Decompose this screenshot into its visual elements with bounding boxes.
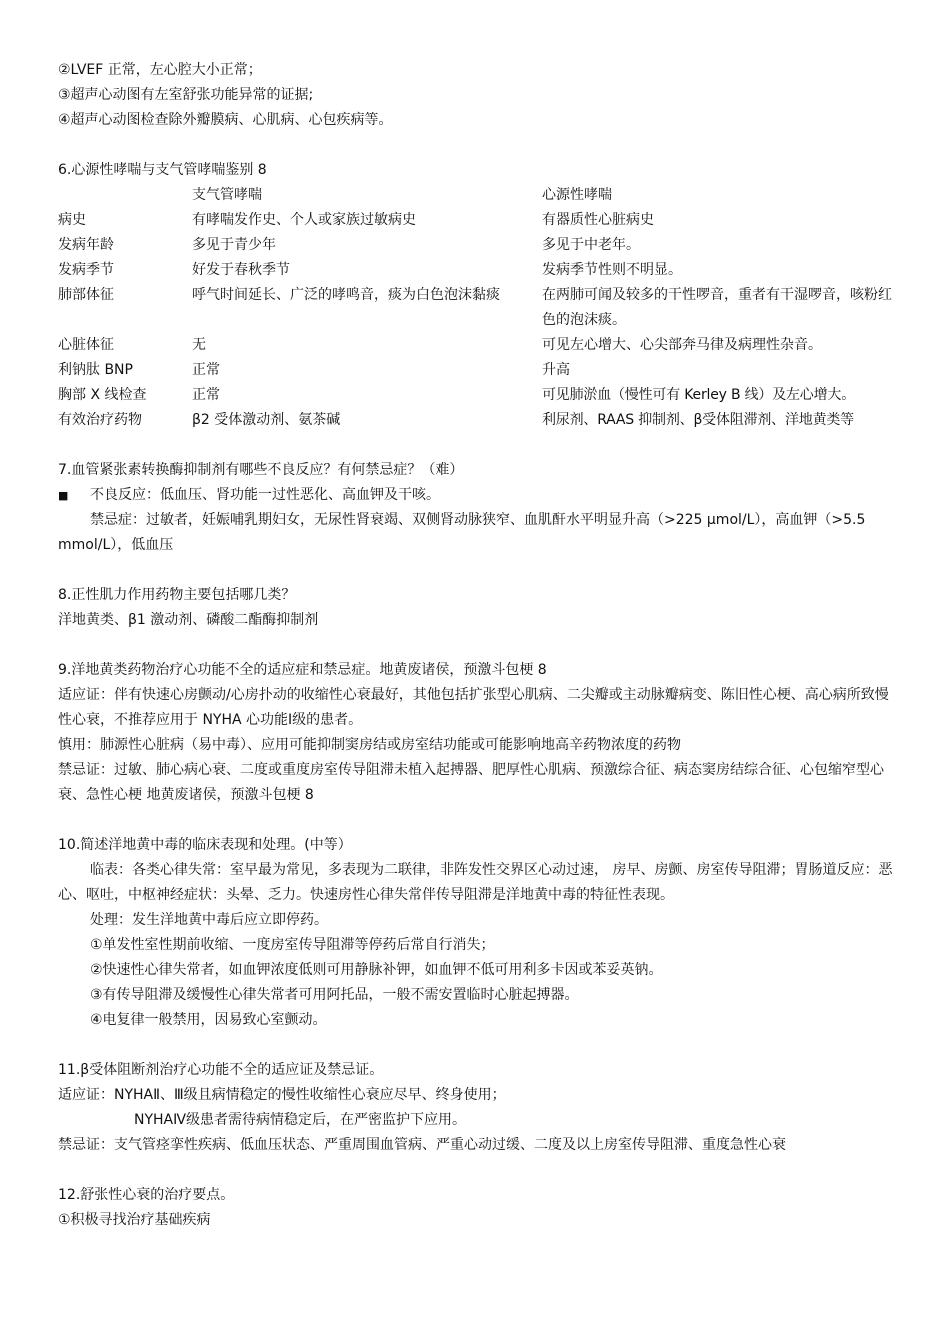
- table-row: [58, 258, 898, 283]
- row-asthma: β2 受体激动剂、氨茶碱: [192, 412, 341, 428]
- row-cardiac: 升高: [542, 362, 570, 378]
- table-header-blank: [58, 183, 192, 208]
- q7-contra: 禁忌症：过敏者，妊娠哺乳期妇女，无尿性肾衰竭、双侧肾动脉狭窄、血肌酐水平明显升高（>225 μmol/L），高血钾（>5.5 mmol/L），低血压: [58, 512, 866, 553]
- q7-adverse-text: 不良反应：低血压、肾功能一过性恶化、高血钾及干咳。: [90, 487, 440, 503]
- table-row: [58, 408, 898, 433]
- q6-title: 6.心源性哮喘与支气管哮喘鉴别 8: [58, 162, 267, 178]
- q9-title: 9.洋地黄类药物治疗心功能不全的适应症和禁忌症。地黄废诸侯，预激斗包梗 8: [58, 662, 547, 678]
- table-row: [58, 233, 898, 258]
- table-header-row: [58, 183, 898, 208]
- q9-indication: 适应证：伴有快速心房颤动/心房扑动的收缩性心衰最好，其他包括扩张型心肌病、二尖瓣或主动脉瓣病变、陈旧性心梗、高心病所致慢性心衰，不推荐应用于 NYHA 心功能Ⅰ级的患者。: [58, 687, 889, 728]
- row-cardiac: 可见肺淤血（慢性可有 Kerley B 线）及左心增大。: [542, 387, 855, 403]
- row-asthma: 好发于春秋季节: [192, 262, 290, 278]
- q9-contra: 禁忌证：过敏、肺心病心衰、二度或重度房室传导阻滞未植入起搏器、肥厚性心肌病、预激综合征、病态窦房结综合征、心包缩窄型心衰、急性心梗 地黄废诸侯，预激斗包梗 8: [58, 762, 884, 803]
- document-page: [58, 58, 898, 1233]
- q11-indication: 适应证：NYHAⅡ、Ⅲ级且病情稳定的慢性收缩性心衰应尽早、终身使用；: [58, 1087, 506, 1103]
- q11-contra: 禁忌证：支气管痉挛性疾病、低血压状态、严重周围血管病、严重心动过缓、二度及以上房室传导阻滞、重度急性心衰: [58, 1137, 786, 1153]
- row-label: 胸部 X 线检查: [58, 387, 147, 403]
- row-label: 发病季节: [58, 262, 114, 278]
- table-row: [58, 333, 898, 358]
- table-row: [58, 383, 898, 408]
- intro-line-1: ②LVEF 正常，左心腔大小正常；: [58, 62, 262, 78]
- row-cardiac: 发病季节性则不明显。: [542, 262, 682, 278]
- row-cardiac: 在两肺可闻及较多的干性啰音，重者有干湿啰音，咳粉红色的泡沫痰。: [542, 287, 892, 328]
- q7-title: 7.血管紧张素转换酶抑制剂有哪些不良反应？有何禁忌症？（难）: [58, 462, 464, 478]
- row-label: 有效治疗药物: [58, 412, 142, 428]
- row-label: 利钠肽 BNP: [58, 362, 133, 378]
- q10-item-4: ④电复律一般禁用，因易致心室颤动。: [90, 1012, 327, 1028]
- q10-item-3: ③有传导阻滞及缓慢性心律失常者可用阿托品，一般不需安置临时心脏起搏器。: [90, 987, 579, 1003]
- table-header-asthma: 支气管哮喘: [192, 187, 262, 203]
- intro-line-3: ④超声心动图检查除外瓣膜病、心肌病、心包疾病等。: [58, 112, 393, 128]
- row-asthma: 正常: [192, 362, 220, 378]
- row-asthma: 有哮喘发作史、个人或家族过敏病史: [192, 212, 416, 228]
- q10-treatment: 处理：发生洋地黄中毒后应立即停药。: [90, 912, 328, 928]
- q10-item-1: ①单发性室性期前收缩、一度房室传导阻滞等停药后常自行消失；: [90, 937, 495, 953]
- row-cardiac: 多见于中老年。: [542, 237, 640, 253]
- table-row: [58, 283, 898, 333]
- q11-title: 11.β受体阻断剂治疗心功能不全的适应证及禁忌证。: [58, 1062, 384, 1078]
- q10-item-2: ②快速性心律失常者，如血钾浓度低则可用静脉补钾，如血钾不低可用利多卡因或苯妥英钠。: [90, 962, 663, 978]
- row-asthma: 呼气时间延长、广泛的哮鸣音，痰为白色泡沫黏痰: [192, 287, 500, 303]
- row-cardiac: 可见左心增大、心尖部奔马律及病理性杂音。: [542, 337, 822, 353]
- row-label: 病史: [58, 212, 86, 228]
- row-cardiac: 有器质性心脏病史: [542, 212, 654, 228]
- row-label: 心脏体征: [58, 337, 114, 353]
- table-row: [58, 208, 898, 233]
- q12-item-1: ①积极寻找治疗基础疾病: [58, 1212, 211, 1228]
- row-asthma: 多见于青少年: [192, 237, 276, 253]
- q12-title: 12.舒张性心衰的治疗要点。: [58, 1187, 235, 1203]
- row-cardiac: 利尿剂、RAAS 抑制剂、β受体阻滞剂、洋地黄类等: [542, 412, 854, 428]
- row-asthma: 无: [192, 337, 206, 353]
- q10-title: 10.简述洋地黄中毒的临床表现和处理。(中等）: [58, 837, 352, 853]
- q9-caution: 慎用：肺源性心脏病（易中毒）、应用可能抑制窦房结或房室结功能或可能影响地高辛药物浓度的药物: [58, 737, 681, 753]
- row-label: 肺部体征: [58, 287, 114, 303]
- comparison-table: [58, 183, 898, 433]
- q10-clinical: 临表：各类心律失常：室早最为常见，多表现为二联律，非阵发性交界区心动过速， 房早、房颤、房室传导阻滞；胃肠道反应：恶心、呕吐，中枢神经症状：头晕、乏力。快速房性心律失常伴传导阻滞是洋地黄中毒的特征性表现。: [58, 862, 893, 903]
- table-row: [58, 358, 898, 383]
- q7-adverse: [58, 483, 898, 508]
- q11-indication-2: NYHAⅣ级患者需待病情稳定后，在严密监护下应用。: [134, 1112, 467, 1128]
- q8-answer: 洋地黄类、β1 激动剂、磷酸二酯酶抑制剂: [58, 612, 319, 628]
- row-asthma: 正常: [192, 387, 220, 403]
- intro-line-2: ③超声心动图有左室舒张功能异常的证据;: [58, 87, 314, 103]
- q8-title: 8.正性肌力作用药物主要包括哪几类？: [58, 587, 296, 603]
- table-header-cardiac: 心源性哮喘: [542, 187, 612, 203]
- bullet-icon: ■: [58, 489, 69, 502]
- row-label: 发病年龄: [58, 237, 114, 253]
